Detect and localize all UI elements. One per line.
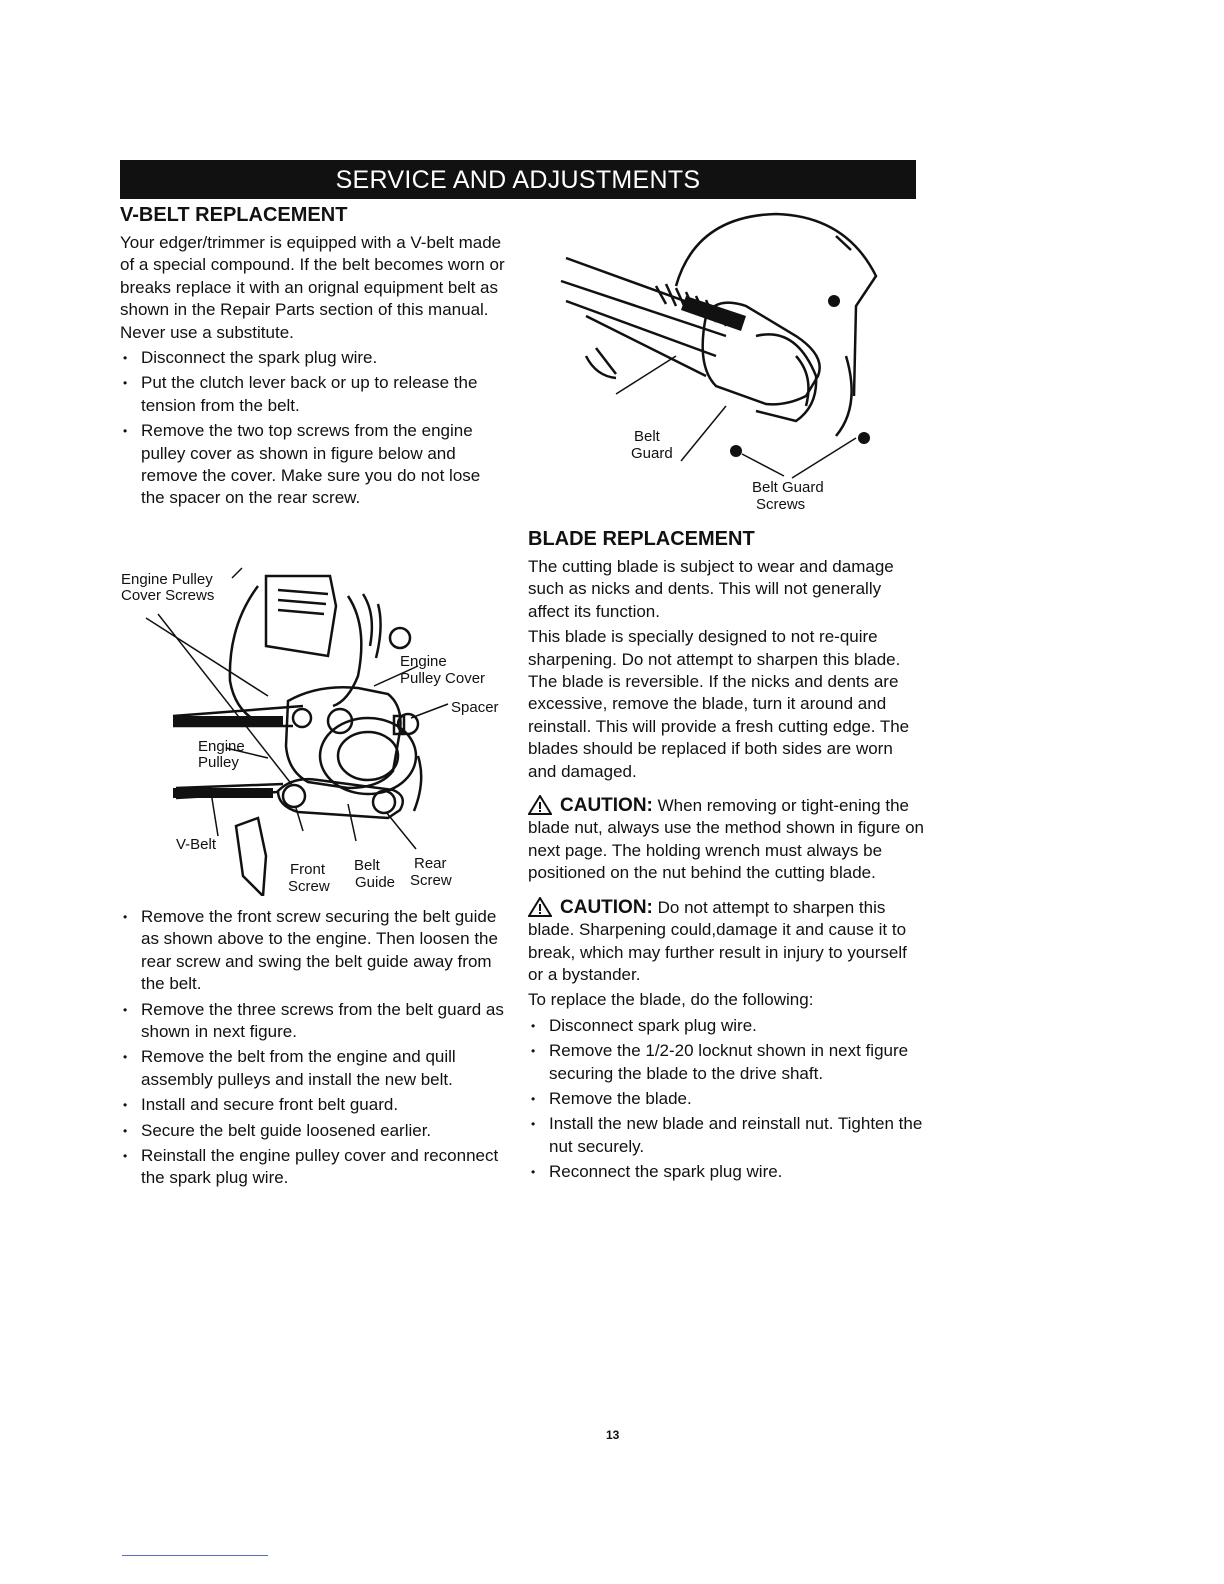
caution-2-label: CAUTION: [560,896,653,918]
label-vbelt: V-Belt [176,836,217,853]
label-engine-pulley-2: Pulley [198,754,239,771]
blade-steps [528,1015,924,1184]
label-rear-screw-1: Rear [414,855,447,872]
label-belt-guide-2: Guide [355,874,396,891]
list-item: • Remove the three screws from the belt guard as shown in next figure. [120,999,508,1044]
label-belt-guide-1: Belt [354,857,380,874]
list-item: • Disconnect the spark plug wire. [120,347,508,369]
vbelt-steps-after [120,906,508,1190]
section-title: SERVICE AND ADJUSTMENTS [335,166,701,194]
label-engine-pulley-cover-2: Pulley Cover [400,670,486,687]
blade-section [528,527,924,1187]
belt-guard-figure [556,206,896,516]
list-item: • Disconnect spark plug wire. [528,1015,924,1037]
list-item: • Remove the 1/2-20 locknut shown in next figure securing the blade to the drive shaft. [528,1040,924,1085]
label-rear-screw-2: Screw [410,872,452,889]
vbelt-section [120,203,508,513]
blade-steps-intro: To replace the blade, do the following: [528,990,814,1010]
blade-para-1: The cutting blade is subject to wear and damage such as nicks and dents. This will not generally affect its function. [528,557,894,621]
list-item: • Secure the belt guide loosened earlier. [120,1120,508,1142]
list-item: • Put the clutch lever back or up to release the tension from the belt. [120,372,508,417]
caution-2-text: Do not attempt to sharpen this blade. Sharpening could,damage it and cause it to break, which may further result in injury to yourself or a bystander. [528,897,907,984]
label-engine-pulley-cover-screws-2: Cover Screws [121,587,215,604]
page-number: 13 [606,1428,620,1442]
caution-1-label: CAUTION: [560,795,653,817]
engine-pulley-figure [118,566,510,896]
vbelt-steps-before [120,347,508,510]
warning-icon [528,795,552,815]
label-spacer: Spacer [451,699,499,716]
list-item: • Remove the blade. [528,1088,924,1110]
label-front-screw-2: Screw [288,878,330,895]
section-banner [120,160,916,199]
label-belt-guard-2: Guard [631,445,673,462]
label-belt-guard-1: Belt [634,428,660,445]
list-item: • Reconnect the spark plug wire. [528,1161,924,1183]
vbelt-steps-after-block [120,906,508,1193]
list-item: • Remove the belt from the engine and quill assembly pulleys and install the new belt. [120,1046,508,1091]
caution-1-text: When removing or tight-ening the blade nut, always use the method shown in figure on next page. The holding wrench must always be positioned on the nut behind the cutting blade. [528,796,924,883]
engine-pulley-illustration [118,566,510,896]
list-item: • Remove the two top screws from the engine pulley cover as shown in figure below and remove the cover. Make sure you do not lose the spacer on the rear screw. [120,420,508,510]
label-front-screw-1: Front [290,861,326,878]
list-item: • Reinstall the engine pulley cover and reconnect the spark plug wire. [120,1145,508,1190]
list-item: • Install and secure front belt guard. [120,1094,508,1116]
vbelt-heading: V-BELT REPLACEMENT [120,204,348,226]
belt-guard-illustration [556,206,896,516]
label-engine-pulley-cover-screws-1: Engine Pulley [121,571,213,588]
footer-rule [122,1555,268,1556]
label-engine-pulley-1: Engine [198,738,245,755]
caution-1 [528,795,924,885]
vbelt-intro: Your edger/trimmer is equipped with a V-belt made of a special compound. If the belt becomes worn or breaks replace it with an orignal equipment belt as shown in the Repair Parts section of this manual. Never use a substitute. [120,233,505,342]
blade-para-2: This blade is specially designed to not re-quire sharpening. Do not attempt to sharpen this blade. The blade is reversible. If the nicks and dents are excessive, remove the blade, turn it around and reinstall. This will provide a fresh cutting edge. The blades should be replaced if both sides are worn and damaged. [528,627,910,781]
label-engine-pulley-cover-1: Engine [400,653,447,670]
label-belt-guard-screws-1: Belt Guard [752,479,824,496]
blade-heading: BLADE REPLACEMENT [528,528,755,550]
list-item: • Remove the front screw securing the belt guide as shown above to the engine. Then loosen the rear screw and swing the belt guide away from the belt. [120,906,508,996]
warning-icon [528,897,552,917]
list-item: • Install the new blade and reinstall nut. Tighten the nut securely. [528,1113,924,1158]
caution-2 [528,897,924,987]
label-belt-guard-screws-2: Screws [756,496,806,513]
